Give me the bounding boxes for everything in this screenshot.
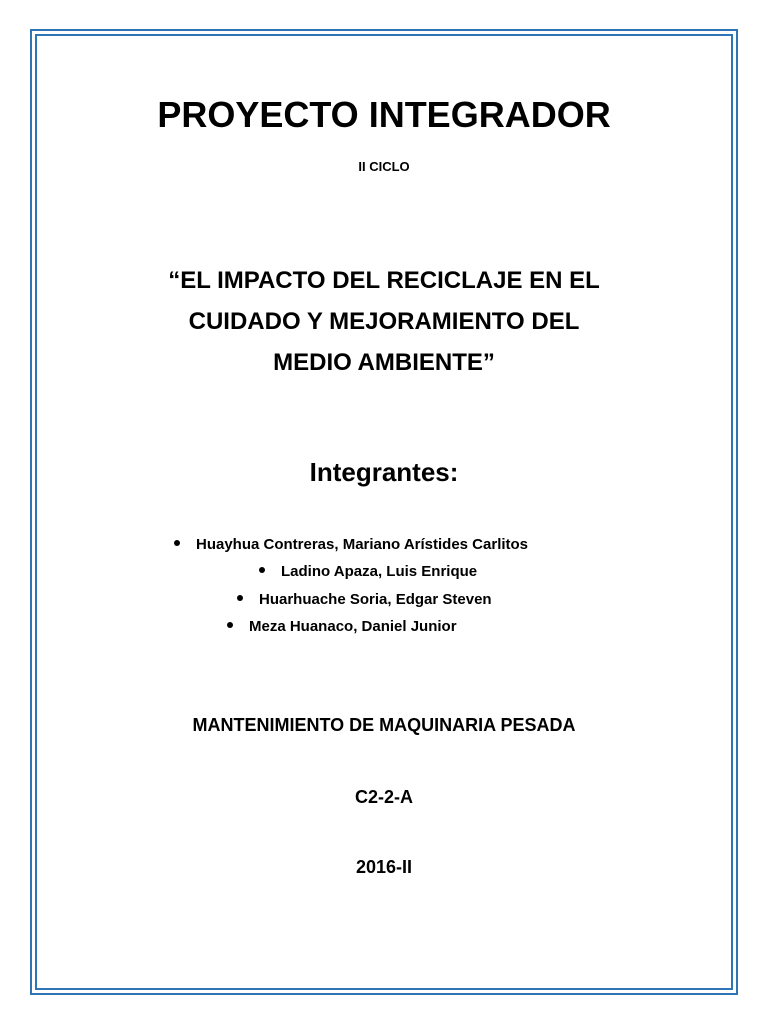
- member-name: Meza Huanaco, Daniel Junior: [249, 618, 457, 635]
- page-border-inner: [35, 34, 733, 990]
- project-topic: [0, 260, 768, 383]
- member-list-item: [259, 562, 477, 582]
- member-list-item: [174, 535, 528, 555]
- member-name: Ladino Apaza, Luis Enrique: [281, 563, 478, 580]
- career-name: MANTENIMIENTO DE MAQUINARIA PESADA: [192, 715, 576, 735]
- member-list-item: [227, 617, 457, 637]
- members-heading: Integrantes:: [309, 457, 459, 487]
- member-name: Huayhua Contreras, Mariano Arístides Carlitos: [196, 536, 529, 553]
- topic-line: “EL IMPACTO DEL RECICLAJE EN EL: [168, 267, 600, 294]
- bullet-icon: [227, 622, 233, 628]
- cycle-label: II CICLO: [358, 159, 410, 174]
- section-code: C2-2-A: [354, 787, 413, 807]
- bullet-icon: [174, 540, 180, 546]
- topic-line: CUIDADO Y MEJORAMIENTO DEL: [188, 308, 580, 335]
- member-name: Huarhuache Soria, Edgar Steven: [259, 591, 492, 608]
- document-title: PROYECTO INTEGRADOR: [157, 94, 611, 135]
- member-list-item: [237, 590, 492, 610]
- bullet-icon: [259, 567, 265, 573]
- topic-line: MEDIO AMBIENTE”: [273, 349, 495, 376]
- bullet-icon: [237, 595, 243, 601]
- academic-period: 2016-II: [355, 857, 413, 877]
